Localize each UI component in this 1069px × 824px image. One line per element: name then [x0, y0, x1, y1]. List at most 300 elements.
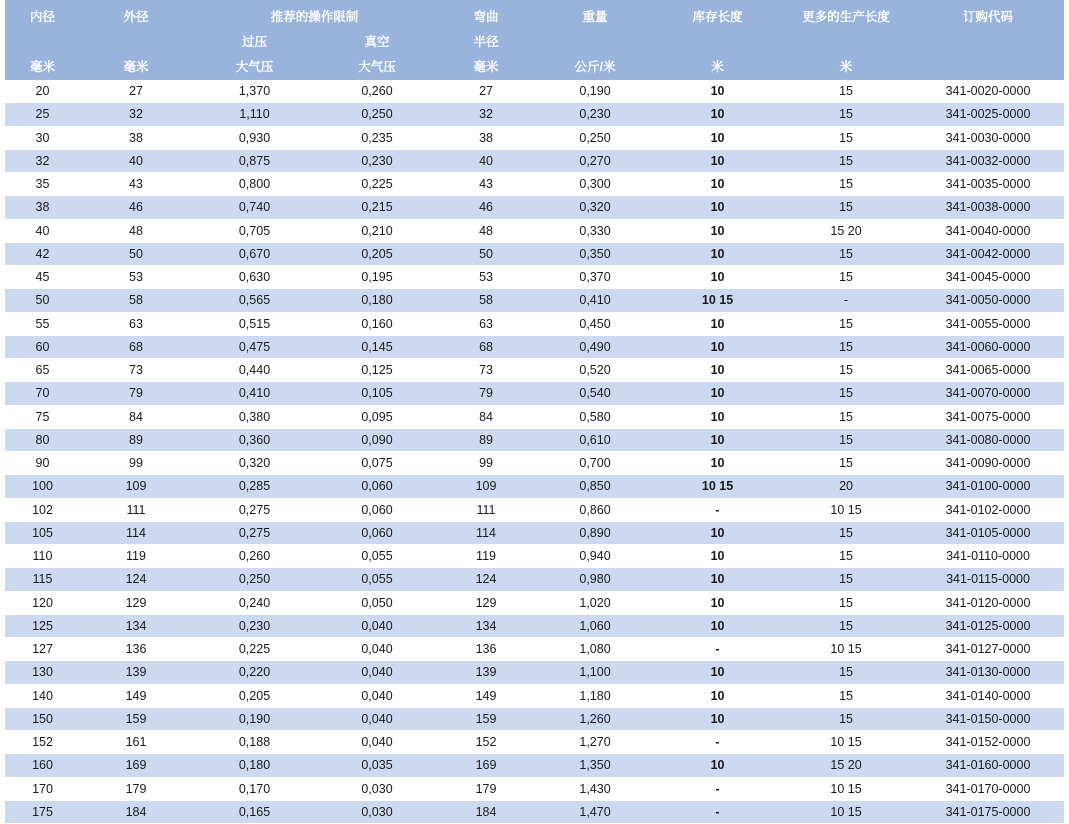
cell-bend-radius: 114 — [437, 521, 535, 544]
header-row-1 — [5, 0, 1064, 31]
cell-vacuum: 0,040 — [317, 731, 437, 754]
cell-stock-length: 10 — [655, 149, 780, 172]
cell-vacuum: 0,060 — [317, 521, 437, 544]
cell-outer-diameter: 99 — [80, 452, 192, 475]
cell-overpressure: 0,475 — [192, 335, 317, 358]
cell-outer-diameter: 32 — [80, 103, 192, 126]
cell-weight: 0,250 — [535, 126, 655, 149]
cell-inner-diameter: 105 — [5, 521, 80, 544]
cell-inner-diameter: 80 — [5, 428, 80, 451]
cell-order-code: 341-0050-0000 — [912, 289, 1064, 312]
cell-vacuum: 0,205 — [317, 242, 437, 265]
cell-more-lengths: 15 — [780, 591, 912, 614]
cell-bend-radius: 63 — [437, 312, 535, 335]
header-row-2 — [5, 31, 1064, 51]
col-header-operating-limits: 推荐的操作限制 — [192, 0, 437, 31]
cell-weight: 0,270 — [535, 149, 655, 172]
cell-bend-radius: 119 — [437, 545, 535, 568]
cell-bend-radius: 139 — [437, 661, 535, 684]
cell-bend-radius: 136 — [437, 638, 535, 661]
cell-inner-diameter: 40 — [5, 219, 80, 242]
cell-overpressure: 0,360 — [192, 428, 317, 451]
cell-vacuum: 0,040 — [317, 707, 437, 730]
cell-inner-diameter: 102 — [5, 498, 80, 521]
cell-bend-radius: 179 — [437, 777, 535, 800]
cell-vacuum: 0,050 — [317, 591, 437, 614]
cell-overpressure: 0,705 — [192, 219, 317, 242]
cell-stock-length: - — [655, 777, 780, 800]
cell-order-code: 341-0140-0000 — [912, 684, 1064, 707]
cell-vacuum: 0,035 — [317, 754, 437, 777]
cell-inner-diameter: 70 — [5, 382, 80, 405]
cell-more-lengths: 15 — [780, 103, 912, 126]
cell-inner-diameter: 38 — [5, 196, 80, 219]
cell-outer-diameter: 50 — [80, 242, 192, 265]
cell-order-code: 341-0045-0000 — [912, 266, 1064, 289]
cell-overpressure: 0,440 — [192, 359, 317, 382]
cell-stock-length: 10 — [655, 591, 780, 614]
cell-order-code: 341-0035-0000 — [912, 173, 1064, 196]
cell-outer-diameter: 53 — [80, 266, 192, 289]
cell-stock-length: 10 — [655, 196, 780, 219]
unit-mm: 毫米 — [5, 51, 80, 80]
cell-overpressure: 0,188 — [192, 731, 317, 754]
cell-vacuum: 0,160 — [317, 312, 437, 335]
cell-stock-length: 10 — [655, 382, 780, 405]
cell-vacuum: 0,055 — [317, 568, 437, 591]
cell-outer-diameter: 48 — [80, 219, 192, 242]
cell-vacuum: 0,090 — [317, 428, 437, 451]
cell-weight: 1,060 — [535, 614, 655, 637]
table-row — [5, 684, 1064, 707]
cell-bend-radius: 124 — [437, 568, 535, 591]
header-units-row — [5, 51, 1064, 80]
cell-inner-diameter: 25 — [5, 103, 80, 126]
cell-bend-radius: 129 — [437, 591, 535, 614]
header-empty-cell — [912, 31, 1064, 51]
cell-outer-diameter: 119 — [80, 545, 192, 568]
cell-order-code: 341-0130-0000 — [912, 661, 1064, 684]
cell-weight: 0,850 — [535, 475, 655, 498]
cell-stock-length: 10 — [655, 614, 780, 637]
cell-overpressure: 0,180 — [192, 754, 317, 777]
cell-overpressure: 0,170 — [192, 777, 317, 800]
cell-overpressure: 0,565 — [192, 289, 317, 312]
cell-bend-radius: 58 — [437, 289, 535, 312]
table-row — [5, 777, 1064, 800]
cell-more-lengths: 15 — [780, 661, 912, 684]
cell-more-lengths: 10 15 — [780, 498, 912, 521]
cell-more-lengths: 15 — [780, 80, 912, 103]
cell-stock-length: 10 — [655, 242, 780, 265]
table-row — [5, 149, 1064, 172]
cell-bend-radius: 27 — [437, 80, 535, 103]
table-row — [5, 475, 1064, 498]
cell-vacuum: 0,215 — [317, 196, 437, 219]
cell-overpressure: 0,320 — [192, 452, 317, 475]
cell-order-code: 341-0160-0000 — [912, 754, 1064, 777]
cell-weight: 1,180 — [535, 684, 655, 707]
cell-stock-length: - — [655, 638, 780, 661]
cell-outer-diameter: 149 — [80, 684, 192, 707]
cell-vacuum: 0,230 — [317, 149, 437, 172]
cell-overpressure: 0,740 — [192, 196, 317, 219]
table-row — [5, 219, 1064, 242]
cell-order-code: 341-0175-0000 — [912, 800, 1064, 823]
col-header-weight: 重量 — [535, 0, 655, 31]
col-header-order-code: 订购代码 — [912, 0, 1064, 31]
cell-overpressure: 0,205 — [192, 684, 317, 707]
cell-vacuum: 0,030 — [317, 777, 437, 800]
cell-order-code: 341-0100-0000 — [912, 475, 1064, 498]
cell-bend-radius: 159 — [437, 707, 535, 730]
cell-outer-diameter: 111 — [80, 498, 192, 521]
cell-vacuum: 0,060 — [317, 498, 437, 521]
cell-weight: 1,270 — [535, 731, 655, 754]
cell-stock-length: 10 — [655, 661, 780, 684]
cell-weight: 0,230 — [535, 103, 655, 126]
cell-stock-length: 10 — [655, 428, 780, 451]
cell-inner-diameter: 140 — [5, 684, 80, 707]
cell-more-lengths: 15 — [780, 335, 912, 358]
cell-order-code: 341-0102-0000 — [912, 498, 1064, 521]
table-row — [5, 614, 1064, 637]
cell-bend-radius: 73 — [437, 359, 535, 382]
cell-stock-length: 10 — [655, 80, 780, 103]
cell-weight: 0,700 — [535, 452, 655, 475]
table-row — [5, 591, 1064, 614]
cell-inner-diameter: 160 — [5, 754, 80, 777]
cell-order-code: 341-0170-0000 — [912, 777, 1064, 800]
cell-order-code: 341-0020-0000 — [912, 80, 1064, 103]
table-row — [5, 800, 1064, 823]
cell-more-lengths: 15 — [780, 242, 912, 265]
unit-mm: 毫米 — [80, 51, 192, 80]
cell-stock-length: 10 — [655, 103, 780, 126]
cell-stock-length: 10 — [655, 335, 780, 358]
cell-overpressure: 0,515 — [192, 312, 317, 335]
cell-inner-diameter: 65 — [5, 359, 80, 382]
cell-vacuum: 0,030 — [317, 800, 437, 823]
cell-overpressure: 1,370 — [192, 80, 317, 103]
cell-bend-radius: 79 — [437, 382, 535, 405]
cell-bend-radius: 152 — [437, 731, 535, 754]
cell-vacuum: 0,125 — [317, 359, 437, 382]
table-row — [5, 498, 1064, 521]
table-row — [5, 405, 1064, 428]
cell-vacuum: 0,145 — [317, 335, 437, 358]
cell-bend-radius: 109 — [437, 475, 535, 498]
cell-order-code: 341-0070-0000 — [912, 382, 1064, 405]
cell-inner-diameter: 110 — [5, 545, 80, 568]
cell-more-lengths: 15 — [780, 359, 912, 382]
unit-m: 米 — [655, 51, 780, 80]
header-empty-cell — [80, 31, 192, 51]
unit-mm: 毫米 — [437, 51, 535, 80]
cell-weight: 0,520 — [535, 359, 655, 382]
cell-stock-length: 10 — [655, 452, 780, 475]
table-row — [5, 335, 1064, 358]
cell-outer-diameter: 109 — [80, 475, 192, 498]
table-row — [5, 568, 1064, 591]
cell-stock-length: 10 — [655, 707, 780, 730]
col-header-inner-diameter: 内径 — [5, 0, 80, 31]
table-row — [5, 126, 1064, 149]
cell-more-lengths: 15 20 — [780, 219, 912, 242]
cell-more-lengths: 15 — [780, 568, 912, 591]
cell-bend-radius: 99 — [437, 452, 535, 475]
cell-overpressure: 0,930 — [192, 126, 317, 149]
cell-weight: 0,490 — [535, 335, 655, 358]
col-header-overpressure: 过压 — [192, 31, 317, 51]
table-row — [5, 754, 1064, 777]
cell-bend-radius: 32 — [437, 103, 535, 126]
header-empty-cell — [655, 31, 780, 51]
cell-more-lengths: 15 — [780, 707, 912, 730]
table-row — [5, 731, 1064, 754]
cell-vacuum: 0,060 — [317, 475, 437, 498]
cell-stock-length: 10 — [655, 126, 780, 149]
cell-outer-diameter: 63 — [80, 312, 192, 335]
cell-vacuum: 0,180 — [317, 289, 437, 312]
cell-weight: 0,940 — [535, 545, 655, 568]
table-row — [5, 638, 1064, 661]
cell-more-lengths: 15 — [780, 614, 912, 637]
cell-inner-diameter: 125 — [5, 614, 80, 637]
cell-bend-radius: 38 — [437, 126, 535, 149]
cell-order-code: 341-0152-0000 — [912, 731, 1064, 754]
cell-overpressure: 0,380 — [192, 405, 317, 428]
cell-more-lengths: - — [780, 289, 912, 312]
cell-bend-radius: 68 — [437, 335, 535, 358]
cell-bend-radius: 134 — [437, 614, 535, 637]
cell-more-lengths: 15 20 — [780, 754, 912, 777]
cell-inner-diameter: 30 — [5, 126, 80, 149]
cell-stock-length: 10 — [655, 405, 780, 428]
cell-inner-diameter: 20 — [5, 80, 80, 103]
cell-weight: 1,020 — [535, 591, 655, 614]
cell-stock-length: 10 — [655, 754, 780, 777]
cell-vacuum: 0,235 — [317, 126, 437, 149]
table-row — [5, 521, 1064, 544]
col-header-more-lengths: 更多的生产长度 — [780, 0, 912, 31]
header-empty-cell — [912, 51, 1064, 80]
table-row — [5, 661, 1064, 684]
cell-weight: 1,350 — [535, 754, 655, 777]
cell-stock-length: - — [655, 731, 780, 754]
cell-more-lengths: 15 — [780, 312, 912, 335]
cell-outer-diameter: 43 — [80, 173, 192, 196]
header-empty-cell — [5, 31, 80, 51]
cell-more-lengths: 15 — [780, 521, 912, 544]
cell-bend-radius: 169 — [437, 754, 535, 777]
cell-outer-diameter: 79 — [80, 382, 192, 405]
cell-weight: 0,980 — [535, 568, 655, 591]
cell-outer-diameter: 179 — [80, 777, 192, 800]
cell-stock-length: 10 — [655, 173, 780, 196]
cell-stock-length: 10 — [655, 684, 780, 707]
cell-weight: 0,580 — [535, 405, 655, 428]
cell-order-code: 341-0150-0000 — [912, 707, 1064, 730]
unit-atm: 大气压 — [192, 51, 317, 80]
cell-inner-diameter: 45 — [5, 266, 80, 289]
table-row — [5, 80, 1064, 103]
cell-weight: 0,320 — [535, 196, 655, 219]
unit-m: 米 — [780, 51, 912, 80]
cell-bend-radius: 48 — [437, 219, 535, 242]
cell-stock-length: 10 — [655, 568, 780, 591]
cell-inner-diameter: 127 — [5, 638, 80, 661]
cell-more-lengths: 15 — [780, 266, 912, 289]
col-header-radius: 半径 — [437, 31, 535, 51]
cell-bend-radius: 149 — [437, 684, 535, 707]
cell-vacuum: 0,210 — [317, 219, 437, 242]
cell-outer-diameter: 58 — [80, 289, 192, 312]
cell-inner-diameter: 170 — [5, 777, 80, 800]
cell-stock-length: - — [655, 498, 780, 521]
cell-overpressure: 0,240 — [192, 591, 317, 614]
cell-vacuum: 0,040 — [317, 638, 437, 661]
cell-inner-diameter: 115 — [5, 568, 80, 591]
table-row — [5, 289, 1064, 312]
cell-stock-length: 10 — [655, 521, 780, 544]
cell-bend-radius: 40 — [437, 149, 535, 172]
cell-weight: 0,330 — [535, 219, 655, 242]
cell-stock-length: - — [655, 800, 780, 823]
cell-more-lengths: 10 15 — [780, 638, 912, 661]
cell-overpressure: 0,225 — [192, 638, 317, 661]
cell-bend-radius: 46 — [437, 196, 535, 219]
table-body — [5, 80, 1064, 824]
cell-vacuum: 0,095 — [317, 405, 437, 428]
cell-inner-diameter: 100 — [5, 475, 80, 498]
table-row — [5, 103, 1064, 126]
cell-stock-length: 10 — [655, 266, 780, 289]
cell-more-lengths: 20 — [780, 475, 912, 498]
cell-order-code: 341-0025-0000 — [912, 103, 1064, 126]
table-row — [5, 359, 1064, 382]
cell-overpressure: 0,260 — [192, 545, 317, 568]
cell-order-code: 341-0115-0000 — [912, 568, 1064, 591]
cell-order-code: 341-0030-0000 — [912, 126, 1064, 149]
cell-overpressure: 0,875 — [192, 149, 317, 172]
cell-weight: 1,100 — [535, 661, 655, 684]
cell-inner-diameter: 75 — [5, 405, 80, 428]
cell-more-lengths: 15 — [780, 196, 912, 219]
cell-vacuum: 0,040 — [317, 614, 437, 637]
cell-order-code: 341-0060-0000 — [912, 335, 1064, 358]
cell-outer-diameter: 40 — [80, 149, 192, 172]
cell-more-lengths: 15 — [780, 149, 912, 172]
cell-more-lengths: 10 15 — [780, 731, 912, 754]
cell-weight: 0,300 — [535, 173, 655, 196]
cell-more-lengths: 15 — [780, 452, 912, 475]
cell-inner-diameter: 175 — [5, 800, 80, 823]
cell-order-code: 341-0080-0000 — [912, 428, 1064, 451]
cell-bend-radius: 111 — [437, 498, 535, 521]
cell-inner-diameter: 55 — [5, 312, 80, 335]
cell-vacuum: 0,195 — [317, 266, 437, 289]
cell-stock-length: 10 — [655, 359, 780, 382]
cell-outer-diameter: 89 — [80, 428, 192, 451]
cell-weight: 0,370 — [535, 266, 655, 289]
cell-overpressure: 0,220 — [192, 661, 317, 684]
cell-more-lengths: 15 — [780, 173, 912, 196]
unit-kg-per-m: 公斤/米 — [535, 51, 655, 80]
spec-table — [5, 0, 1064, 824]
cell-bend-radius: 89 — [437, 428, 535, 451]
cell-inner-diameter: 60 — [5, 335, 80, 358]
cell-bend-radius: 84 — [437, 405, 535, 428]
table-row — [5, 196, 1064, 219]
cell-weight: 0,610 — [535, 428, 655, 451]
table-row — [5, 312, 1064, 335]
cell-inner-diameter: 152 — [5, 731, 80, 754]
cell-overpressure: 0,250 — [192, 568, 317, 591]
header-empty-cell — [535, 31, 655, 51]
cell-order-code: 341-0090-0000 — [912, 452, 1064, 475]
cell-vacuum: 0,040 — [317, 684, 437, 707]
cell-outer-diameter: 134 — [80, 614, 192, 637]
cell-stock-length: 10 15 — [655, 289, 780, 312]
table-row — [5, 707, 1064, 730]
cell-overpressure: 0,285 — [192, 475, 317, 498]
cell-outer-diameter: 84 — [80, 405, 192, 428]
cell-weight: 1,470 — [535, 800, 655, 823]
cell-more-lengths: 15 — [780, 382, 912, 405]
cell-more-lengths: 15 — [780, 126, 912, 149]
cell-stock-length: 10 15 — [655, 475, 780, 498]
cell-vacuum: 0,075 — [317, 452, 437, 475]
cell-vacuum: 0,055 — [317, 545, 437, 568]
table-header — [5, 0, 1064, 80]
cell-order-code: 341-0055-0000 — [912, 312, 1064, 335]
cell-order-code: 341-0040-0000 — [912, 219, 1064, 242]
cell-weight: 0,860 — [535, 498, 655, 521]
cell-weight: 0,540 — [535, 382, 655, 405]
cell-order-code: 341-0127-0000 — [912, 638, 1064, 661]
cell-weight: 1,430 — [535, 777, 655, 800]
cell-outer-diameter: 73 — [80, 359, 192, 382]
cell-inner-diameter: 150 — [5, 707, 80, 730]
cell-overpressure: 0,800 — [192, 173, 317, 196]
cell-overpressure: 0,190 — [192, 707, 317, 730]
cell-more-lengths: 10 15 — [780, 800, 912, 823]
cell-order-code: 341-0110-0000 — [912, 545, 1064, 568]
cell-stock-length: 10 — [655, 545, 780, 568]
cell-vacuum: 0,250 — [317, 103, 437, 126]
cell-outer-diameter: 124 — [80, 568, 192, 591]
cell-order-code: 341-0125-0000 — [912, 614, 1064, 637]
cell-weight: 0,350 — [535, 242, 655, 265]
table-row — [5, 428, 1064, 451]
cell-outer-diameter: 169 — [80, 754, 192, 777]
col-header-outer-diameter: 外径 — [80, 0, 192, 31]
cell-vacuum: 0,105 — [317, 382, 437, 405]
table-row — [5, 173, 1064, 196]
cell-inner-diameter: 42 — [5, 242, 80, 265]
cell-overpressure: 0,275 — [192, 498, 317, 521]
cell-stock-length: 10 — [655, 312, 780, 335]
cell-order-code: 341-0105-0000 — [912, 521, 1064, 544]
cell-more-lengths: 15 — [780, 684, 912, 707]
cell-overpressure: 1,110 — [192, 103, 317, 126]
cell-inner-diameter: 50 — [5, 289, 80, 312]
cell-overpressure: 0,630 — [192, 266, 317, 289]
cell-outer-diameter: 46 — [80, 196, 192, 219]
cell-bend-radius: 53 — [437, 266, 535, 289]
cell-inner-diameter: 32 — [5, 149, 80, 172]
